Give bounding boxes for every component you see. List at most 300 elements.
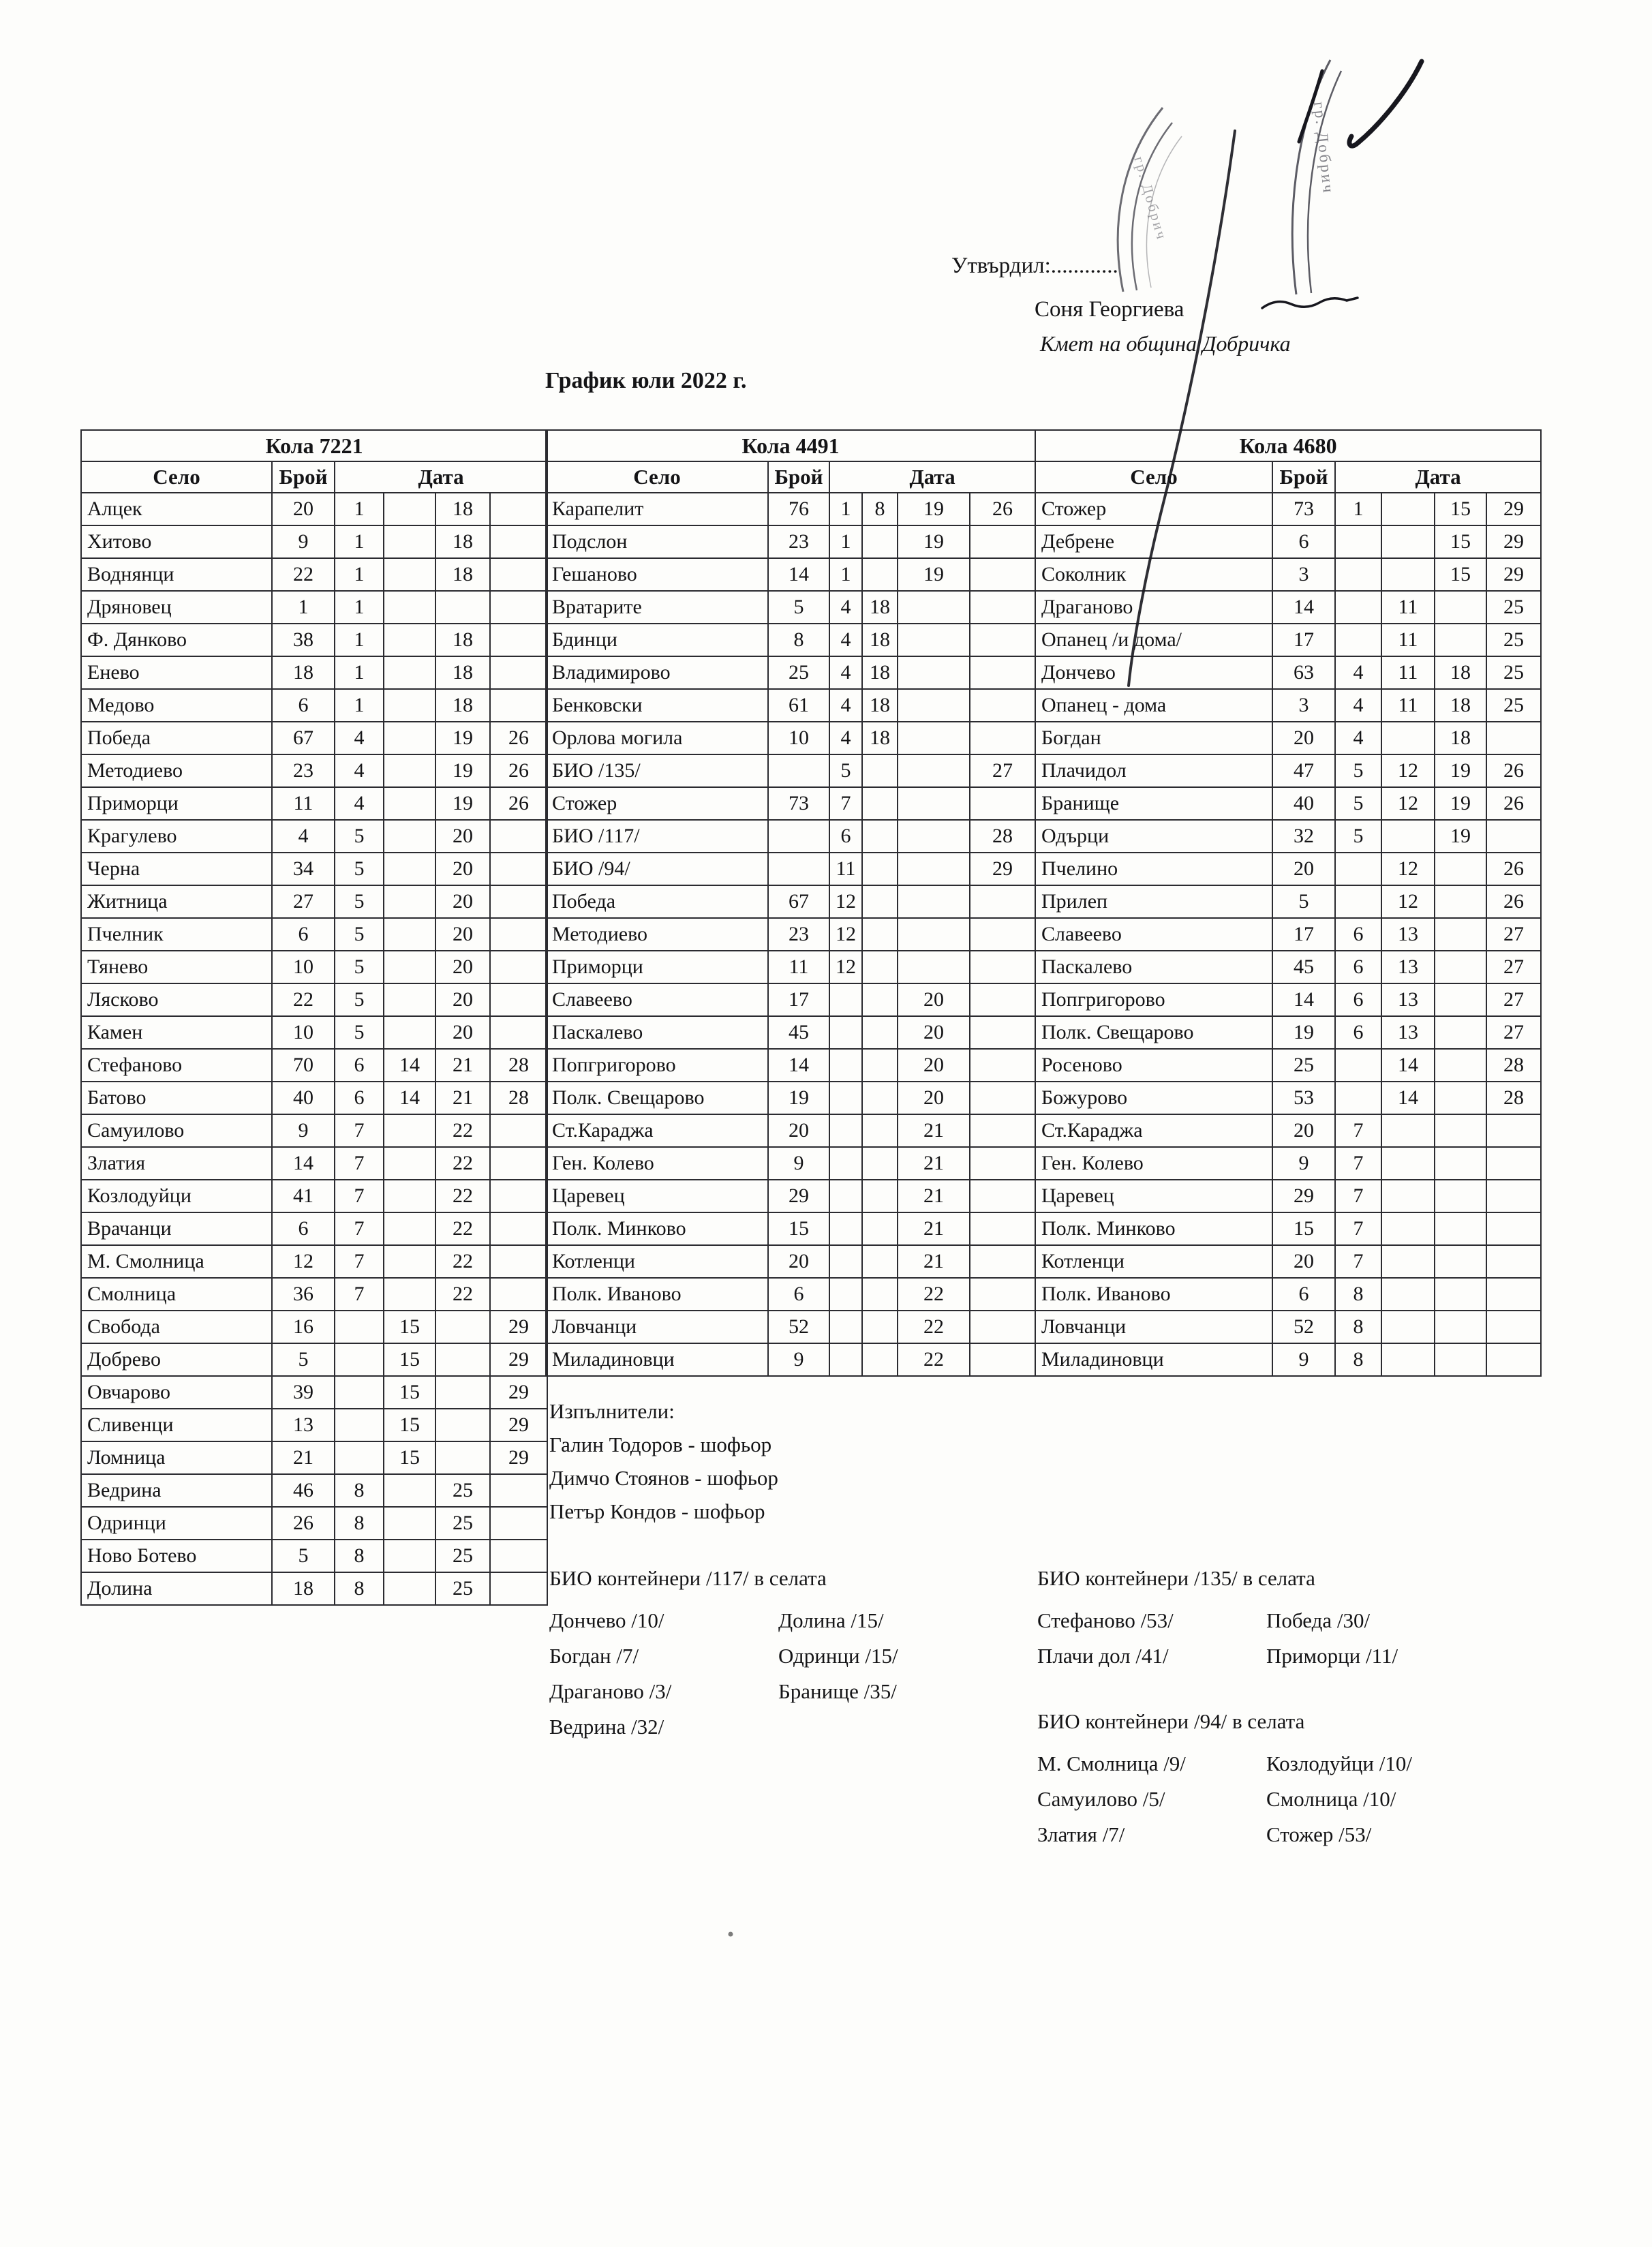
date-cell: 5 (335, 820, 384, 853)
column-header-date: Дата (335, 461, 547, 493)
table-row (81, 1343, 547, 1376)
village-cell: Попгригорово (546, 1049, 768, 1082)
table-row (1035, 951, 1541, 983)
count-cell: 6 (1272, 525, 1335, 558)
table-row (81, 853, 547, 885)
date-cell: 12 (1381, 885, 1435, 918)
date-cell (862, 754, 898, 787)
count-cell: 6 (272, 918, 335, 951)
date-cell: 8 (862, 493, 898, 525)
date-cell: 5 (829, 754, 862, 787)
date-cell: 19 (1435, 820, 1486, 853)
date-cell: 20 (898, 983, 970, 1016)
village-cell: Дончево (1035, 656, 1272, 689)
table-row (546, 1147, 1035, 1180)
table-row (546, 1311, 1035, 1343)
count-cell: 3 (1272, 558, 1335, 591)
count-cell: 18 (272, 1572, 335, 1605)
date-cell (1435, 918, 1486, 951)
list-item: Приморци /11/ (1266, 1644, 1398, 1668)
date-cell: 25 (1486, 656, 1541, 689)
date-cell (862, 1114, 898, 1147)
count-cell: 46 (272, 1474, 335, 1507)
village-cell: Богдан (1035, 722, 1272, 754)
date-cell (490, 1212, 547, 1245)
date-cell (490, 1507, 547, 1540)
date-cell: 29 (1486, 493, 1541, 525)
date-cell: 26 (490, 787, 547, 820)
table-row (546, 525, 1035, 558)
count-cell: 14 (768, 558, 829, 591)
date-cell (384, 918, 435, 951)
date-cell: 20 (435, 820, 490, 853)
date-cell (384, 787, 435, 820)
table-row (546, 1278, 1035, 1311)
date-cell: 27 (1486, 1016, 1541, 1049)
village-cell: Ст.Караджа (1035, 1114, 1272, 1147)
date-cell (1486, 1245, 1541, 1278)
date-cell: 11 (829, 853, 862, 885)
date-cell (335, 1311, 384, 1343)
village-cell: Орлова могила (546, 722, 768, 754)
village-cell: М. Смолница (81, 1245, 272, 1278)
stamp-text: гр. Добрич (1131, 154, 1171, 243)
car-header: Кола 4680 (1035, 430, 1541, 461)
count-cell: 10 (768, 722, 829, 754)
date-cell (970, 918, 1035, 951)
date-cell (970, 1180, 1035, 1212)
date-cell (862, 525, 898, 558)
date-cell: 7 (335, 1114, 384, 1147)
date-cell: 18 (435, 624, 490, 656)
date-cell: 18 (435, 689, 490, 722)
date-cell (1435, 885, 1486, 918)
date-cell: 5 (335, 918, 384, 951)
date-cell: 25 (435, 1572, 490, 1605)
date-cell: 8 (1335, 1278, 1381, 1311)
date-cell: 22 (435, 1147, 490, 1180)
count-cell: 21 (272, 1441, 335, 1474)
date-cell: 5 (335, 1016, 384, 1049)
date-cell: 18 (435, 656, 490, 689)
list-item: Самуилово /5/ (1037, 1787, 1165, 1811)
count-cell: 26 (272, 1507, 335, 1540)
date-cell (1335, 1049, 1381, 1082)
village-cell: Славеево (1035, 918, 1272, 951)
executors-title: Изпълнители: (549, 1399, 675, 1423)
date-cell: 1 (335, 689, 384, 722)
village-cell: Ново Ботево (81, 1540, 272, 1572)
round-stamp-left (1118, 108, 1182, 292)
date-cell: 11 (1381, 591, 1435, 624)
date-cell: 15 (1435, 525, 1486, 558)
table-row (546, 951, 1035, 983)
date-cell: 18 (862, 624, 898, 656)
date-cell: 18 (1435, 722, 1486, 754)
village-cell: Драганово (1035, 591, 1272, 624)
date-cell: 22 (435, 1278, 490, 1311)
count-cell: 19 (1272, 1016, 1335, 1049)
date-cell (384, 820, 435, 853)
date-cell (435, 1311, 490, 1343)
table-row (81, 525, 547, 558)
date-cell: 18 (862, 689, 898, 722)
date-cell (1381, 820, 1435, 853)
table-row (81, 1278, 547, 1311)
table-row (81, 1507, 547, 1540)
date-cell: 4 (335, 722, 384, 754)
date-cell: 27 (1486, 983, 1541, 1016)
date-cell (384, 722, 435, 754)
bio-block-title: БИО контейнери /117/ в селата (549, 1566, 827, 1590)
date-cell (1435, 1278, 1486, 1311)
table-row (1035, 885, 1541, 918)
date-cell (490, 1147, 547, 1180)
village-cell: Ф. Дянково (81, 624, 272, 656)
count-cell: 17 (1272, 624, 1335, 656)
date-cell (1486, 1180, 1541, 1212)
count-cell: 8 (768, 624, 829, 656)
column-header-count: Брой (768, 461, 829, 493)
date-cell: 26 (490, 754, 547, 787)
date-cell: 1 (829, 493, 862, 525)
table-row (1035, 1245, 1541, 1278)
date-cell (1335, 591, 1381, 624)
column-header-village: Село (1035, 461, 1272, 493)
village-cell: Паскалево (1035, 951, 1272, 983)
table-row (546, 591, 1035, 624)
count-cell: 14 (272, 1147, 335, 1180)
count-cell: 27 (272, 885, 335, 918)
date-cell: 1 (335, 656, 384, 689)
count-cell: 23 (768, 918, 829, 951)
signature-squiggle (1262, 298, 1358, 308)
table-row (81, 1114, 547, 1147)
count-cell: 10 (272, 1016, 335, 1049)
date-cell (490, 1572, 547, 1605)
date-cell: 7 (1335, 1245, 1381, 1278)
date-cell: 19 (1435, 754, 1486, 787)
date-cell: 19 (435, 722, 490, 754)
date-cell (829, 1016, 862, 1049)
village-cell: Хитово (81, 525, 272, 558)
schedule-table-kola-7221 (80, 429, 548, 1606)
date-cell: 19 (1435, 787, 1486, 820)
date-cell (384, 558, 435, 591)
village-cell: Стефаново (81, 1049, 272, 1082)
date-cell (862, 885, 898, 918)
date-cell: 4 (1335, 722, 1381, 754)
count-cell: 45 (768, 1016, 829, 1049)
round-stamp-right (1292, 60, 1341, 294)
date-cell: 25 (1486, 624, 1541, 656)
count-cell: 15 (768, 1212, 829, 1245)
village-cell: Росеново (1035, 1049, 1272, 1082)
date-cell (1486, 722, 1541, 754)
count-cell: 11 (768, 951, 829, 983)
village-cell: Овчарово (81, 1376, 272, 1409)
table-row (1035, 1311, 1541, 1343)
table-row (546, 1180, 1035, 1212)
date-cell: 7 (335, 1212, 384, 1245)
table-row (81, 1245, 547, 1278)
date-cell: 19 (435, 787, 490, 820)
date-cell: 18 (435, 525, 490, 558)
date-cell: 21 (898, 1245, 970, 1278)
date-cell (970, 1147, 1035, 1180)
date-cell (384, 656, 435, 689)
count-cell: 6 (272, 689, 335, 722)
date-cell (862, 1212, 898, 1245)
date-cell (1335, 885, 1381, 918)
village-cell: Лясково (81, 983, 272, 1016)
count-cell: 53 (1272, 1082, 1335, 1114)
date-cell: 18 (435, 558, 490, 591)
count-cell: 9 (1272, 1343, 1335, 1376)
village-cell: Полк. Иваново (546, 1278, 768, 1311)
count-cell: 17 (1272, 918, 1335, 951)
count-cell: 10 (272, 951, 335, 983)
date-cell (490, 1278, 547, 1311)
village-cell: Алцек (81, 493, 272, 525)
date-cell (1435, 1147, 1486, 1180)
table-row (546, 624, 1035, 656)
date-cell: 21 (898, 1180, 970, 1212)
village-cell: Дряновец (81, 591, 272, 624)
village-cell: Паскалево (546, 1016, 768, 1049)
date-cell (490, 525, 547, 558)
count-cell: 15 (1272, 1212, 1335, 1245)
document-title: График юли 2022 г. (545, 368, 747, 393)
date-cell (490, 885, 547, 918)
village-cell: Житница (81, 885, 272, 918)
table-row (546, 820, 1035, 853)
count-cell: 52 (768, 1311, 829, 1343)
count-cell: 9 (768, 1343, 829, 1376)
count-cell: 61 (768, 689, 829, 722)
list-item: Петър Кондов - шофьор (549, 1499, 765, 1523)
village-cell: Одърци (1035, 820, 1272, 853)
date-cell (862, 1016, 898, 1049)
list-item: М. Смолница /9/ (1037, 1752, 1186, 1775)
table-row (81, 1180, 547, 1212)
table-row (1035, 1049, 1541, 1082)
bio-village-list (1037, 1603, 1398, 1674)
date-cell: 14 (384, 1082, 435, 1114)
date-cell (435, 591, 490, 624)
schedule-table-kola-4491 (545, 429, 1036, 1377)
column-header-count: Брой (272, 461, 335, 493)
date-cell (384, 1474, 435, 1507)
bio-block-title: БИО контейнери /135/ в селата (1037, 1566, 1315, 1590)
count-cell: 6 (1272, 1278, 1335, 1311)
table-row (81, 787, 547, 820)
table-row (1035, 525, 1541, 558)
date-cell (1335, 1082, 1381, 1114)
list-item: Стефаново /53/ (1037, 1608, 1174, 1632)
date-cell (970, 624, 1035, 656)
date-cell: 19 (898, 525, 970, 558)
list-row (549, 1674, 898, 1709)
table-row (546, 722, 1035, 754)
table-row (546, 1212, 1035, 1245)
table-row (1035, 983, 1541, 1016)
list-row (549, 1638, 898, 1674)
count-cell: 67 (272, 722, 335, 754)
table-row (81, 1212, 547, 1245)
date-cell (1435, 1180, 1486, 1212)
date-cell: 20 (435, 951, 490, 983)
date-cell: 1 (335, 525, 384, 558)
date-cell (384, 624, 435, 656)
date-cell: 8 (335, 1474, 384, 1507)
list-item: Стожер /53/ (1266, 1822, 1372, 1846)
date-cell: 7 (829, 787, 862, 820)
date-cell: 8 (335, 1507, 384, 1540)
count-cell: 20 (768, 1245, 829, 1278)
date-cell: 18 (862, 722, 898, 754)
table-row (81, 918, 547, 951)
count-cell: 39 (272, 1376, 335, 1409)
list-item: Бранище /35/ (778, 1679, 897, 1703)
date-cell (898, 624, 970, 656)
date-cell: 22 (435, 1245, 490, 1278)
date-cell: 1 (829, 558, 862, 591)
bio-village-list (1037, 1746, 1412, 1852)
table-row (546, 983, 1035, 1016)
count-cell: 67 (768, 885, 829, 918)
date-cell: 15 (1435, 558, 1486, 591)
count-cell: 20 (768, 1114, 829, 1147)
count-cell: 40 (1272, 787, 1335, 820)
date-cell (384, 1540, 435, 1572)
count-cell: 47 (1272, 754, 1335, 787)
list-row (1037, 1638, 1398, 1674)
date-cell (898, 918, 970, 951)
date-cell: 7 (335, 1180, 384, 1212)
date-cell (384, 525, 435, 558)
table-row (1035, 1212, 1541, 1245)
village-cell: Опанец - дома (1035, 689, 1272, 722)
date-cell (829, 1311, 862, 1343)
village-cell: Полк. Иваново (1035, 1278, 1272, 1311)
date-cell: 4 (829, 689, 862, 722)
bio-village-list (549, 1603, 898, 1745)
count-cell: 29 (768, 1180, 829, 1212)
table-row (81, 1016, 547, 1049)
table-row (81, 558, 547, 591)
date-cell (898, 722, 970, 754)
count-cell: 32 (1272, 820, 1335, 853)
date-cell (829, 1180, 862, 1212)
date-cell (435, 1343, 490, 1376)
table-row (1035, 722, 1541, 754)
date-cell (384, 1278, 435, 1311)
date-cell (1381, 1343, 1435, 1376)
date-cell (1435, 951, 1486, 983)
date-cell (970, 1278, 1035, 1311)
village-cell: Ген. Колево (546, 1147, 768, 1180)
count-cell: 18 (272, 656, 335, 689)
date-cell (384, 1245, 435, 1278)
count-cell: 34 (272, 853, 335, 885)
date-cell (384, 885, 435, 918)
village-cell: Бенковски (546, 689, 768, 722)
date-cell (898, 754, 970, 787)
list-row (549, 1709, 898, 1745)
count-cell: 19 (768, 1082, 829, 1114)
date-cell: 15 (384, 1409, 435, 1441)
village-cell: Дебрене (1035, 525, 1272, 558)
date-cell (1381, 1147, 1435, 1180)
table-row (1035, 1278, 1541, 1311)
date-cell: 5 (1335, 787, 1381, 820)
list-row (1037, 1782, 1412, 1817)
date-cell (335, 1343, 384, 1376)
date-cell: 6 (1335, 951, 1381, 983)
date-cell (490, 558, 547, 591)
village-cell: Карапелит (546, 493, 768, 525)
list-row (1037, 1817, 1412, 1852)
column-header-village: Село (81, 461, 272, 493)
date-cell: 20 (435, 1016, 490, 1049)
count-cell: 1 (272, 591, 335, 624)
date-cell (1435, 1245, 1486, 1278)
count-cell: 9 (1272, 1147, 1335, 1180)
list-item: Димчо Стоянов - шофьор (549, 1466, 778, 1490)
date-cell: 6 (1335, 918, 1381, 951)
date-cell: 22 (898, 1311, 970, 1343)
date-cell (862, 983, 898, 1016)
village-cell: Полк. Минково (1035, 1212, 1272, 1245)
date-cell: 12 (1381, 754, 1435, 787)
approver-name: Соня Георгиева (1035, 297, 1184, 322)
column-header-count: Брой (1272, 461, 1335, 493)
list-item: Одринци /15/ (778, 1644, 898, 1668)
village-cell: Батово (81, 1082, 272, 1114)
table-row (81, 722, 547, 754)
village-cell: Стожер (546, 787, 768, 820)
date-cell: 18 (435, 493, 490, 525)
date-cell (384, 689, 435, 722)
date-cell: 15 (384, 1441, 435, 1474)
table-row (1035, 1082, 1541, 1114)
date-cell: 15 (384, 1343, 435, 1376)
count-cell: 76 (768, 493, 829, 525)
count-cell (768, 754, 829, 787)
date-cell (1435, 1343, 1486, 1376)
bio-block-title: БИО контейнери /94/ в селата (1037, 1709, 1305, 1733)
date-cell: 26 (1486, 754, 1541, 787)
date-cell (1486, 1212, 1541, 1245)
date-cell (829, 983, 862, 1016)
count-cell: 5 (1272, 885, 1335, 918)
date-cell (1486, 820, 1541, 853)
list-item: Дончево /10/ (549, 1608, 664, 1632)
count-cell: 3 (1272, 689, 1335, 722)
village-cell: Смолница (81, 1278, 272, 1311)
date-cell: 18 (1435, 656, 1486, 689)
date-cell (490, 1474, 547, 1507)
village-cell: Прилеп (1035, 885, 1272, 918)
date-cell: 28 (490, 1082, 547, 1114)
count-cell: 20 (1272, 1245, 1335, 1278)
date-cell (970, 689, 1035, 722)
date-cell (1435, 853, 1486, 885)
date-cell: 6 (1335, 1016, 1381, 1049)
village-cell: БИО /94/ (546, 853, 768, 885)
stamp-text: гр. Добрич (1311, 100, 1338, 196)
